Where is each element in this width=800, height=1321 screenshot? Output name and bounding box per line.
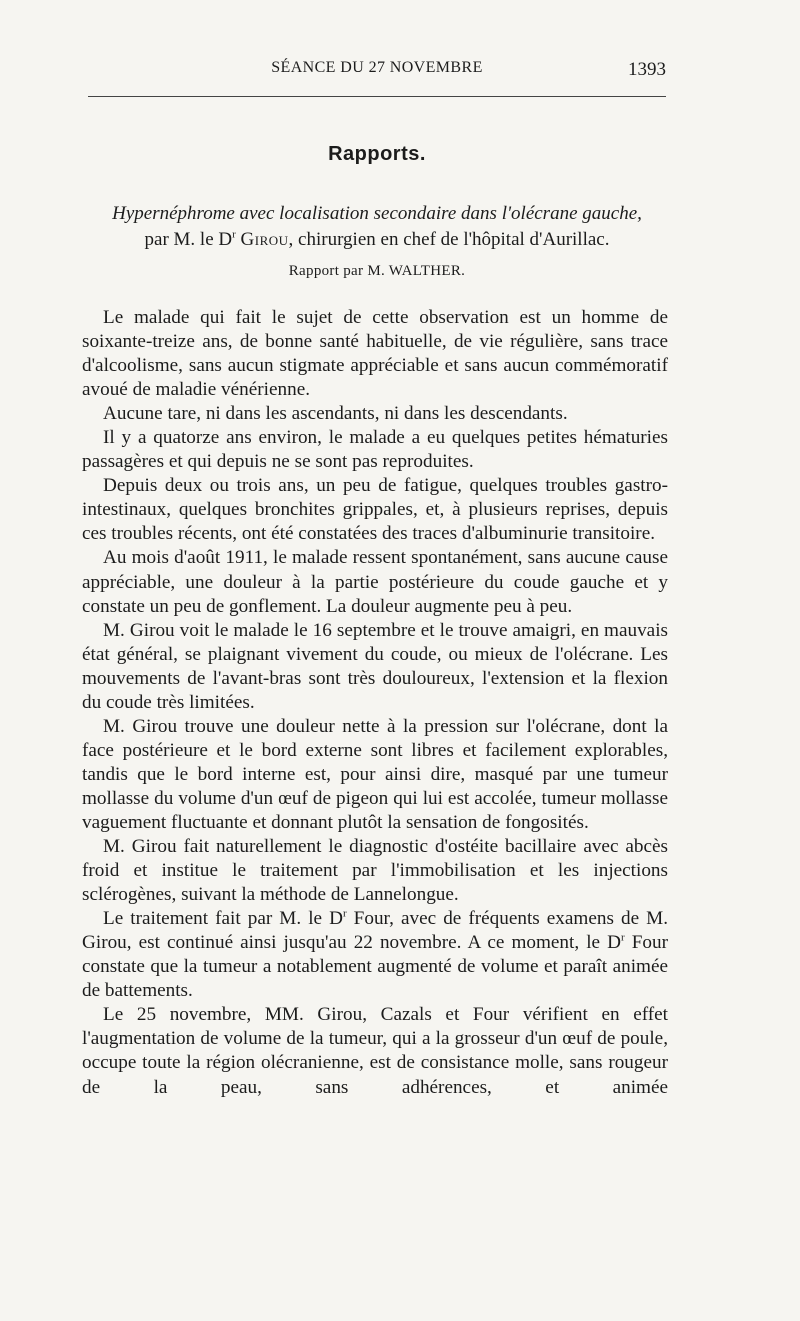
author-prefix: par M. le D <box>144 229 233 250</box>
superscript: r <box>621 931 625 944</box>
paragraph: M. Girou trouve une douleur nette à la pression sur l'olécrane, dont la face postérieure et le bord externe sont libres et facilement explorables, tandis que le bord interne est, pour ainsi dire, masqué par une tumeur mollasse du volume d'un œuf de pigeon qui lui est accolée, tumeur mollasse vaguement fluctuante et donnant plutôt la sensation de fongosités. <box>82 715 668 833</box>
paragraph-text: Four, avec de fréquents examens de M. Girou, est continué ainsi jusqu'au 22 novembre. A ce moment, le D <box>82 908 668 954</box>
section-title: Rapports. <box>328 143 426 165</box>
article-title <box>88 201 666 253</box>
reporter-line: Rapport par M. WALTHER. <box>288 263 466 279</box>
article-title-text: Hypernéphrome avec localisation secondaire dans l'olécrane gauche, <box>112 203 642 224</box>
header-rule <box>88 96 666 97</box>
paragraph: Le 25 novembre, MM. Girou, Cazals et Four vérifient en effet l'augmentation de volume de la tumeur, qui a la grosseur d'un œuf de poule, occupe toute la région olécranienne, est de consistance molle, sans rougeur de la peau, sans adhérences, et animée <box>82 1004 668 1098</box>
author-affiliation: , chirurgien en chef de l'hôpital d'Aurillac. <box>288 229 610 250</box>
paragraph: Le malade qui fait le sujet de cette observation est un homme de soixante-treize ans, de bonne santé habituelle, de vie régulière, sans trace d'alcoolisme, sans aucun stigmate appréciable et sans aucun commémoratif avoué de maladie vénérienne. <box>82 307 668 401</box>
article-body <box>82 306 668 1100</box>
author-title-superscript: r <box>232 228 236 241</box>
paragraph: Aucune tare, ni dans les ascendants, ni dans les descendants. <box>103 403 568 425</box>
running-header <box>88 59 666 85</box>
paragraph <box>82 907 668 1003</box>
running-title: SÉANCE DU 27 NOVEMBRE <box>271 59 483 76</box>
page-number: 1393 <box>628 59 666 80</box>
paragraph: Depuis deux ou trois ans, un peu de fatigue, quelques troubles gastro-intestinaux, quelques bronchites grippales, et, à plusieurs reprises, depuis ces troubles récents, ont été constatées des traces d'albuminurie transitoire. <box>82 475 668 545</box>
paragraph-text: Le traitement fait par M. le D <box>103 908 343 930</box>
author-name: Girou <box>240 229 289 250</box>
paragraph: Au mois d'août 1911, le malade ressent spontanément, sans aucune cause appréciable, une douleur à la partie postérieure du coude gauche et y constate un peu de gonflement. La douleur augmente peu à peu. <box>82 547 668 617</box>
paragraph-text: Four constate que la tumeur a notablement augmenté de volume et paraît animée de battements. <box>82 932 668 1002</box>
paragraph: Il y a quatorze ans environ, le malade a eu quelques petites hématuries passagères et qui depuis ne se sont pas reproduites. <box>82 427 668 473</box>
paragraph: M. Girou voit le malade le 16 septembre et le trouve amaigri, en mauvais état général, se plaignant vivement du coude, ou mieux de l'olécrane. Les mouvements de l'avant-bras sont très douloureux, l'extension et la flexion du coude très limitées. <box>82 619 668 713</box>
superscript: r <box>342 907 347 920</box>
paragraph: M. Girou fait naturellement le diagnostic d'ostéite bacillaire avec abcès froid et institue le traitement par l'immobilisation et les injections sclérogènes, suivant la méthode de Lannelongue. <box>82 836 668 906</box>
